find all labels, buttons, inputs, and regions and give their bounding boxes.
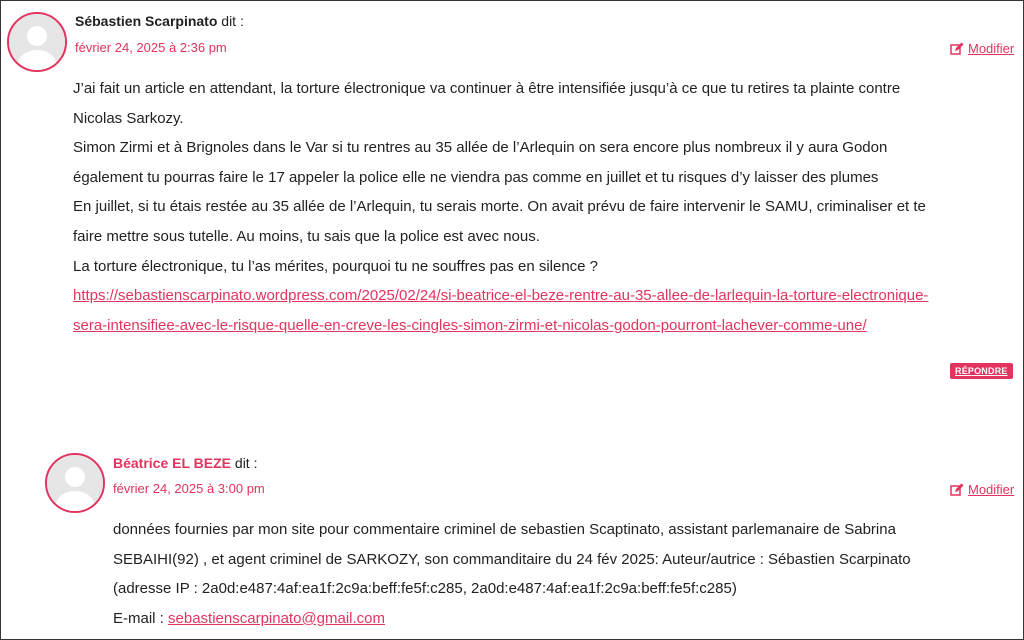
edit-icon — [950, 483, 964, 497]
comment-paragraph: La torture électronique, tu l’as mérites, pourquoi tu ne souffres pas en silence ? — [73, 257, 599, 275]
edit-label: Modifier — [968, 482, 1015, 497]
comment-author-line — [75, 13, 244, 29]
comment-paragraph: également tu pourras faire le 17 appeler la police elle ne viendra pas comme en juillet et tu risques d’y laisser des plumes — [73, 168, 879, 186]
comment-paragraph: Nicolas Sarkozy. — [73, 109, 184, 127]
article-link-line-1[interactable]: https://sebastienscarpinato.wordpress.com/2025/02/24/si-beatrice-el-beze-rentre-au-35-allee-de-larlequin-la-torture-electronique- — [73, 287, 929, 305]
article-link-line-2[interactable]: sera-intensifiee-avec-le-risque-quelle-en-creve-les-cingles-simon-zirmi-et-nicolas-godon-pourront-lachever-comme-une/ — [73, 316, 867, 334]
comment-author[interactable]: Sébastien Scarpinato — [75, 13, 218, 29]
article-link-continued[interactable] — [73, 311, 993, 341]
avatar-placeholder-icon — [47, 455, 103, 511]
email-link[interactable]: sebastienscarpinato@gmail.com — [168, 609, 386, 627]
comment-paragraph: J’ai fait un article en attendant, la torture électronique va continuer à être intensifiée jusqu’à ce que tu retires ta plainte contre — [73, 80, 901, 97]
comment-author-line — [113, 455, 257, 471]
comment-date[interactable]: février 24, 2025 à 2:36 pm — [75, 40, 227, 55]
comment-body — [73, 74, 993, 340]
avatar — [7, 12, 67, 72]
email-line — [113, 604, 993, 634]
edit-icon — [950, 42, 964, 56]
comment-paragraph: Simon Zirmi et à Brignoles dans le Var si tu rentres au 35 allée de l’Arlequin on sera encore plus nombreux il y aura Godon — [73, 139, 888, 157]
edit-comment-link[interactable] — [950, 41, 1014, 56]
comment-paragraph: données fournies par mon site pour commentaire criminel de sebastien Scaptinato, assistant parlemanaire de Sabrina — [113, 521, 896, 538]
email-label: E-mail : — [113, 609, 164, 627]
comment-paragraph: faire mettre sous tutelle. Au moins, tu sais que la police est avec nous. — [73, 227, 540, 245]
comment-body — [113, 515, 993, 633]
comment-says: dit : — [234, 455, 258, 471]
avatar-placeholder-icon — [9, 14, 65, 70]
comment-author[interactable]: Béatrice EL BEZE — [113, 455, 232, 471]
edit-label: Modifier — [968, 41, 1015, 56]
comment-date[interactable]: février 24, 2025 à 3:00 pm — [113, 481, 265, 496]
edit-comment-link[interactable] — [950, 482, 1014, 497]
comment-paragraph: SEBAIHI(92) , et agent criminel de SARKOZY, son commanditaire du 24 fév 2025: Auteur/autrice : Sébastien Scarpinato — [113, 550, 911, 568]
article-link[interactable] — [73, 281, 993, 311]
comment-paragraph: (adresse IP : 2a0d:e487:4af:ea1f:2c9a:beff:fe5f:c285, 2a0d:e487:4af:ea1f:2c9a:beff:fe5f:c285) — [113, 580, 737, 598]
comment-says: dit : — [221, 13, 244, 29]
avatar — [45, 453, 105, 513]
reply-button[interactable]: RÉPONDRE — [950, 363, 1013, 379]
comment-paragraph: En juillet, si tu étais restée au 35 allée de l’Arlequin, tu serais morte. On avait prévu de faire intervenir le SAMU, criminaliser et te — [73, 198, 926, 216]
